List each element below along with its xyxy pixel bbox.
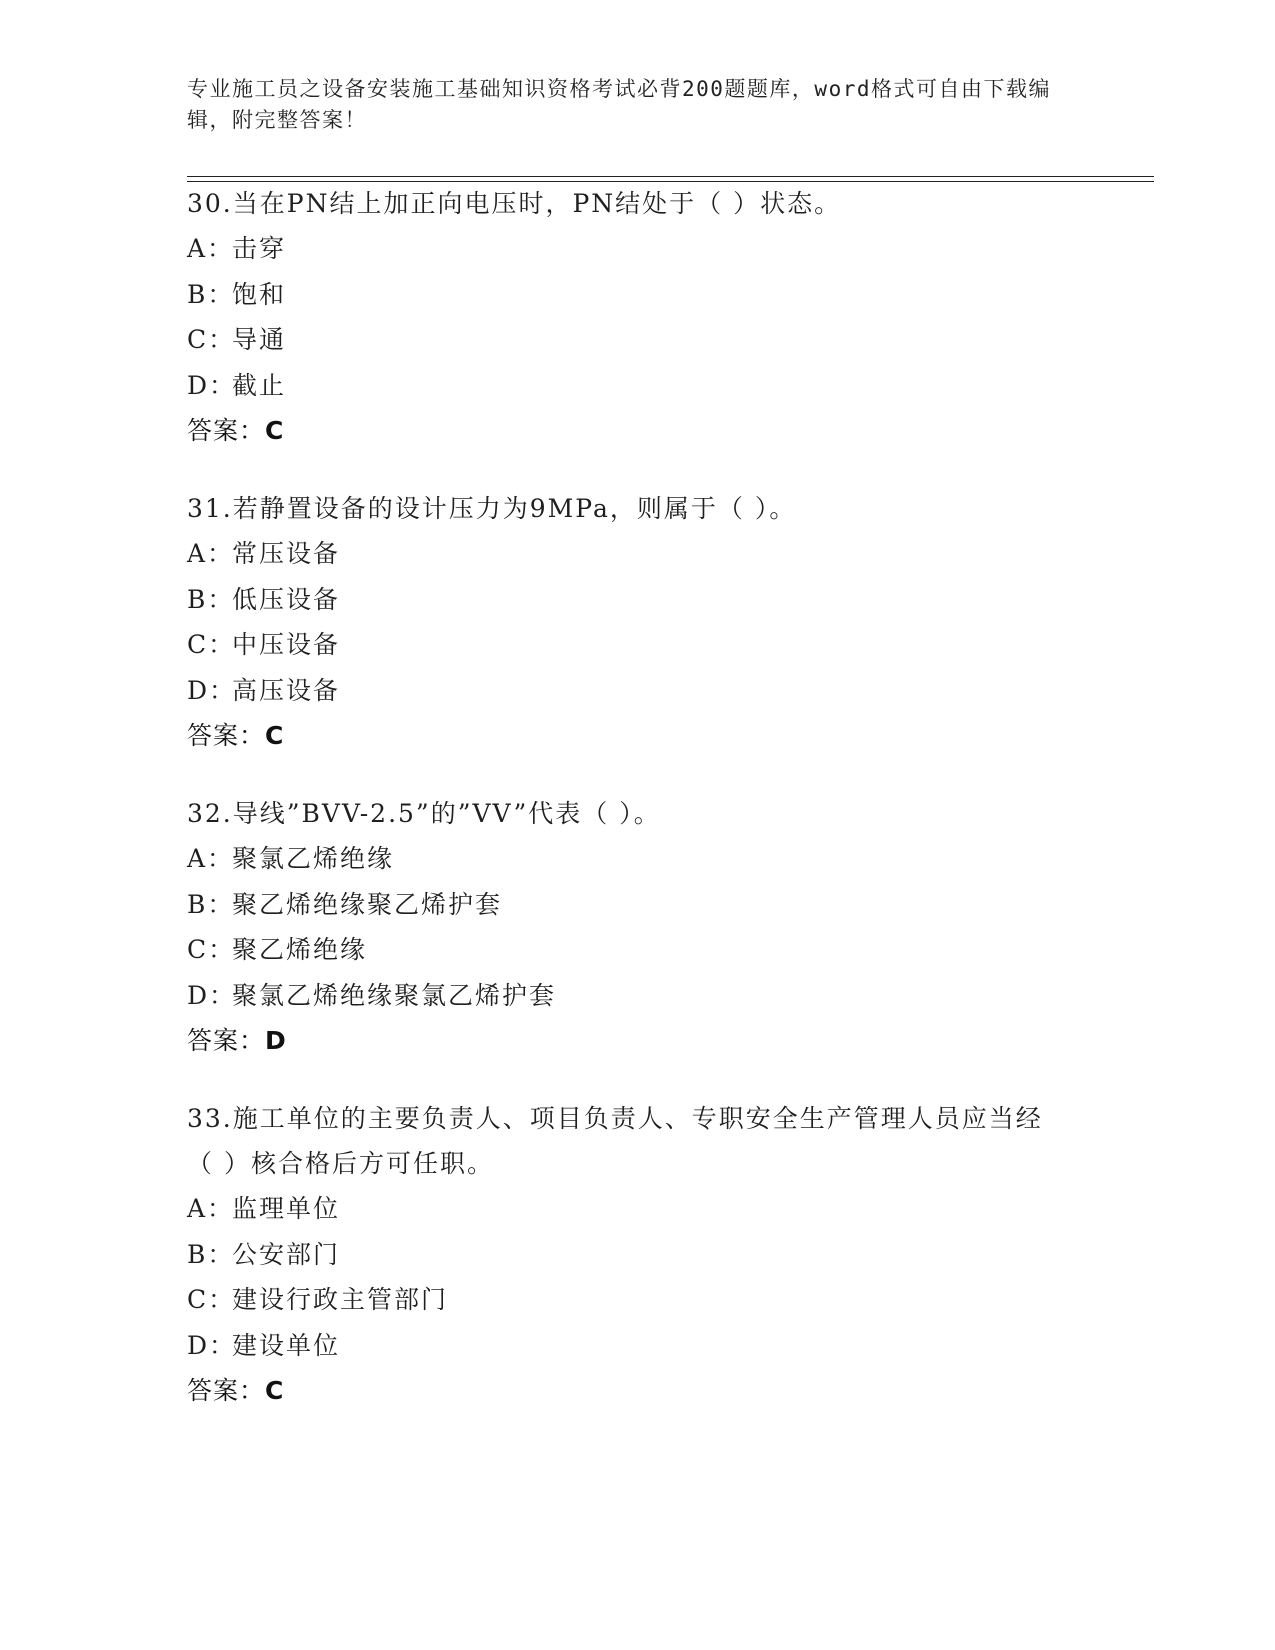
option-d: D： 聚氯乙烯绝缘聚氯乙烯护套: [187, 980, 557, 1010]
answer-value: D: [265, 1026, 287, 1055]
answer-value: C: [265, 721, 285, 750]
option-b: B： 低压设备: [187, 584, 341, 614]
answer-line: 答案：C: [187, 416, 285, 445]
option-d: D： 建设单位: [187, 1330, 341, 1360]
answer-line: 答案：D: [187, 1026, 287, 1055]
option-a: A： 监理单位: [187, 1194, 341, 1223]
answer-value: C: [265, 416, 285, 445]
question-30: [187, 181, 1087, 453]
option-a: A： 聚氯乙烯绝缘: [187, 844, 395, 873]
answer-line: 答案：C: [187, 1376, 285, 1405]
question-31: [187, 486, 1087, 758]
question-stem: 31.若静置设备的设计压力为9MPa，则属于（ ）。: [187, 494, 797, 523]
answer-value: C: [265, 1376, 285, 1405]
option-c: C： 建设行政主管部门: [187, 1285, 449, 1314]
question-stem: 33.施工单位的主要负责人、项目负责人、专职安全生产管理人员应当经（ ）核合格后方可任职。: [187, 1104, 1043, 1178]
option-b: B： 公安部门: [187, 1239, 341, 1269]
option-d: D： 高压设备: [187, 675, 341, 705]
question-stem: 32.导线”BVV-2.5”的”VV”代表（ ）。: [187, 799, 661, 828]
option-a: A： 击穿: [187, 234, 287, 263]
option-c: C： 中压设备: [187, 630, 341, 659]
question-stem: 30.当在PN结上加正向电压时，PN结处于（ ）状态。: [187, 189, 842, 218]
option-b: B： 饱和: [187, 279, 287, 309]
option-b: B： 聚乙烯绝缘聚乙烯护套: [187, 889, 503, 919]
option-a: A： 常压设备: [187, 539, 341, 568]
option-d: D： 截止: [187, 370, 287, 400]
question-33: [187, 1096, 1067, 1413]
header-divider-top: [187, 176, 1154, 177]
option-c: C： 导通: [187, 325, 287, 354]
document-header: 专业施工员之设备安装施工基础知识资格考试必背200题题库，word格式可自由下载编辑，附完整答案！: [187, 77, 1051, 132]
question-32: [187, 791, 1087, 1063]
answer-line: 答案：C: [187, 721, 285, 750]
option-c: C： 聚乙烯绝缘: [187, 935, 368, 964]
